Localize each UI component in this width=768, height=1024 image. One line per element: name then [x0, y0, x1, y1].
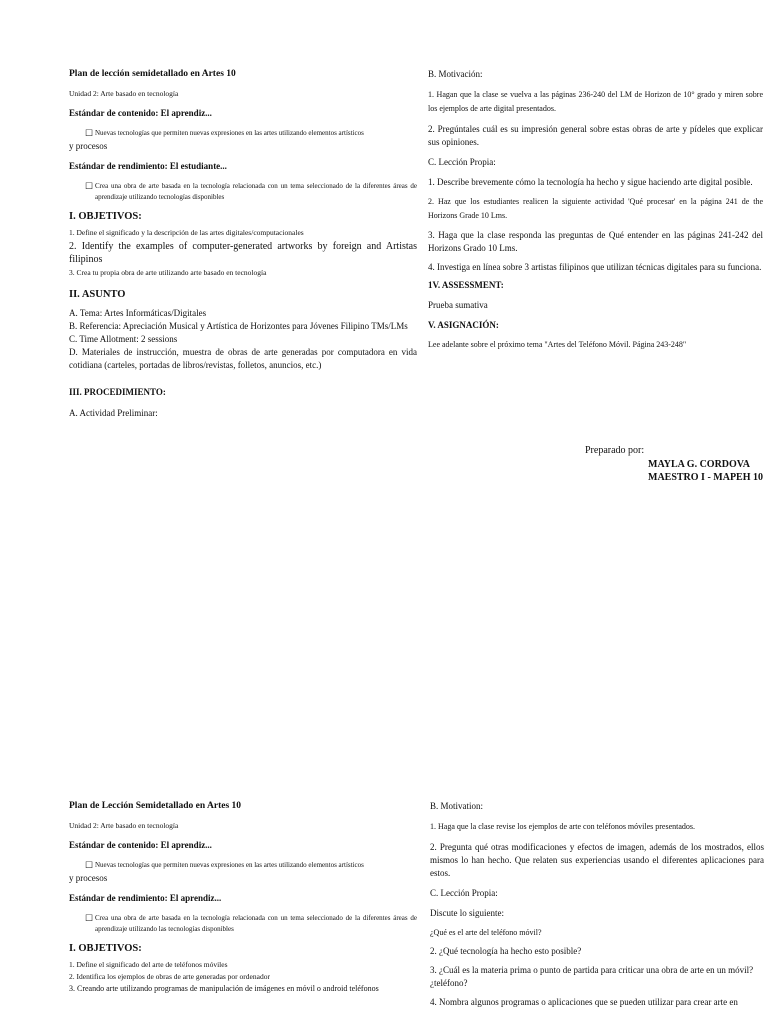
page2-right-column: [430, 800, 764, 1009]
unit-label: Unidad 2: Arte basado en tecnología: [69, 89, 179, 98]
checkbox-bullet-icon: ☐: [85, 913, 94, 923]
lesson-heading: C. Lección Propia:: [428, 157, 496, 167]
subject-heading: II. ASUNTO: [69, 289, 126, 300]
motivation-1: 1. Haga que la clase revise los ejemplos de arte con teléfonos móviles presentados.: [430, 822, 696, 831]
objective-1: 1. Define el significado y la descripción de las artes digitales/computacionales: [69, 228, 304, 237]
teacher-name: MAYLA G. CORDOVA: [648, 459, 750, 470]
subject-b: B. Referencia: Apreciación Musical y Artística de Horizontes para Jóvenes Filipino TMs/LMs: [69, 321, 408, 331]
prepared-by-label: Preparado por:: [585, 445, 645, 456]
preliminary-activity: A. Actividad Preliminar:: [69, 408, 158, 418]
lesson-title: Plan de Lección Semidetallado en Artes 10: [69, 801, 242, 811]
lesson-title: Plan de lección semidetallado en Artes 10: [69, 69, 236, 79]
procedure-heading: III. PROCEDIMIENTO:: [69, 387, 166, 397]
assignment-heading: V. ASIGNACIÓN:: [428, 320, 499, 330]
content-bullet-tail: y procesos: [69, 141, 108, 151]
lesson-heading: C. Lección Propia:: [430, 888, 498, 898]
objective-2: 2. Identify the examples of computer-generated artworks by foreign and Artistas filipinos: [69, 241, 417, 265]
objectives-heading: I. OBJETIVOS:: [69, 943, 142, 954]
subject-a: A. Tema: Artes Informáticas/Digitales: [69, 308, 207, 318]
objectives-heading: I. OBJETIVOS:: [69, 211, 142, 222]
performance-standard-heading: Estándar de rendimiento: El estudiante...: [69, 161, 227, 171]
content-bullet-tail: y procesos: [69, 873, 108, 883]
content-standard-heading: Estándar de contenido: El aprendiz...: [69, 840, 212, 850]
subject-c: C. Time Allotment: 2 sessions: [69, 334, 178, 344]
checkbox-bullet-icon: ☐: [85, 860, 94, 870]
question-1: ¿Qué es el arte del teléfono móvil?: [430, 928, 542, 937]
assessment-text: Prueba sumativa: [428, 300, 488, 310]
objective-2: 2. Identifica los ejemplos de obras de arte generadas por ordenador: [69, 972, 270, 981]
motivation-2: 2. Pregúntales cuál es su impresión general sobre estas obras de arte y pídeles que explicar sus opiniones.: [428, 124, 763, 147]
checkbox-bullet-icon: ☐: [85, 181, 94, 191]
motivation-2: 2. Pregunta qué otras modificaciones y efectos de imagen, además de los mostrados, ellos mismos lo han hecho. Que relaten sus experiencias usando el diferentes aplicaciones para estos.: [430, 842, 764, 878]
question-4: 4. Nombra algunos programas o aplicaciones que se pueden utilizar para crear arte en: [430, 997, 738, 1007]
content-standard-bullet: ☐ Nuevas tecnologías que permiten nuevas expresiones en las artes utilizando elementos artísticos: [85, 128, 364, 138]
checkbox-bullet-icon: ☐: [85, 128, 94, 138]
page2-left-column: [69, 800, 417, 994]
performance-standard-bullet: ☐ Crea una obra de arte basada en la tecnología relacionada con un tema seleccionado de la diferentes áreas de aprendizaje utilizando tecnologías disponibles: [85, 181, 417, 201]
assessment-heading: 1V. ASSESSMENT:: [428, 280, 504, 290]
question-2: 2. ¿Qué tecnología ha hecho esto posible?: [430, 946, 582, 956]
subject-d: D. Materiales de instrucción, muestra de obras de arte generadas por computadora en vida cotidiana (carteles, portadas de libros/revistas, folletos, anuncios, etc.): [69, 347, 417, 370]
lesson-item-4: 4. Investiga en línea sobre 3 artistas filipinos que utilizan técnicas digitales para su funciona.: [428, 262, 762, 272]
performance-standard-heading: Estándar de rendimiento: El aprendiz...: [69, 893, 222, 903]
motivation-heading: B. Motivación:: [428, 69, 483, 79]
discuss-label: Discute lo siguiente:: [430, 908, 504, 918]
motivation-1: 1. Hagan que la clase se vuelva a las páginas 236-240 del LM de Horizon de 10° grado y miren sobre los ejemplos de arte digital presentados.: [428, 90, 763, 113]
lesson-item-3: 3. Haga que la clase responda las preguntas de Qué entender en las páginas 241-242 del Horizons Grado 10 Lms.: [428, 230, 763, 253]
content-standard-bullet: ☐ Nuevas tecnologías que permiten nuevas expresiones en las artes utilizando elementos artísticos: [85, 860, 364, 870]
objective-1: 1. Define el significado del arte de teléfonos móviles: [69, 960, 228, 969]
lesson-item-2: 2. Haz que los estudiantes realicen la siguiente actividad 'Qué procesar' en la página 241 de the Horizons Grade 10 Lms.: [428, 197, 763, 220]
teacher-title: MAESTRO I - MAPEH 10: [648, 472, 763, 483]
lesson-item-1: 1. Describe brevemente cómo la tecnología ha hecho y sigue haciendo arte digital posible.: [428, 177, 753, 187]
page1-right-column: [428, 68, 763, 350]
page1-left-column: [69, 68, 417, 420]
question-3: 3. ¿Cuál es la materia prima o punto de partida para criticar una obra de arte en un móvil? ¿teléfono?: [430, 965, 754, 988]
objective-3: 3. Crea tu propia obra de arte utilizando arte basado en tecnología: [69, 268, 267, 277]
unit-label: Unidad 2: Arte basado en tecnología: [69, 821, 179, 830]
motivation-heading: B. Motivation:: [430, 801, 484, 811]
assignment-text: Lee adelante sobre el próximo tema "Artes del Teléfono Móvil. Página 243-248": [428, 340, 687, 349]
objective-3: 3. Creando arte utilizando programas de manipulación de imágenes en móvil o android teléfonos: [69, 984, 379, 993]
content-standard-heading: Estándar de contenido: El aprendiz...: [69, 108, 212, 118]
performance-standard-bullet: ☐ Crea una obra de arte basada en la tecnología relacionada con un tema seleccionado de la diferentes áreas de aprendizaje utilizando las tecnologías disponibles: [85, 913, 417, 933]
